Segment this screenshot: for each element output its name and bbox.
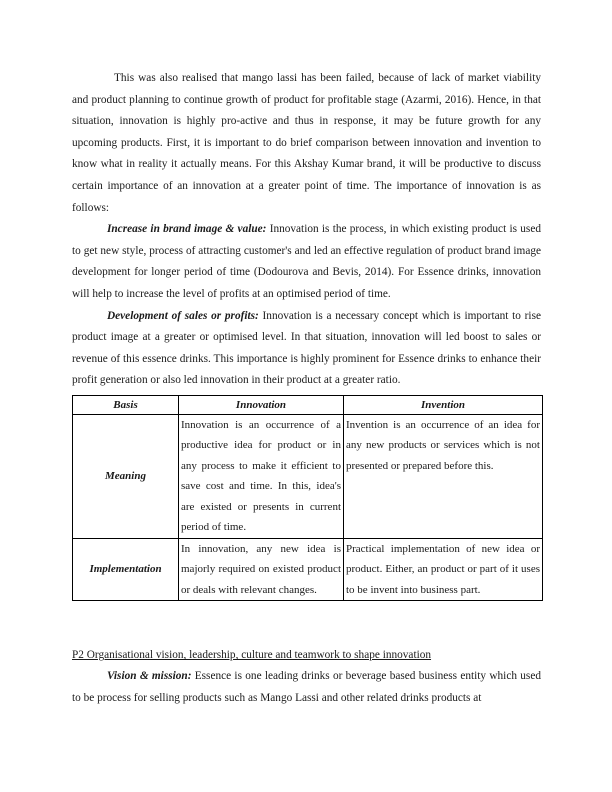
brand-image-body: Innovation is the process, in which existing product is used to get new style, process of attracting customer's and led an effective regulation of product brand image development for longer period of time (Dodourova and Bevis, 2014). For Essence drinks, innovation will help to increase the level of profits at an optimised period of time.	[72, 223, 541, 300]
basis-cell: Meaning	[73, 414, 179, 538]
innovation-cell: Innovation is an occurrence of a productive idea for product or in any process to make it efficient to save cost and time. In this, idea's are existed or presents in current period of time.	[179, 414, 344, 538]
table-row	[73, 414, 543, 538]
sales-profits-paragraph	[72, 306, 541, 392]
header-innovation: Innovation	[179, 395, 344, 414]
sales-profits-body: Innovation is a necessary concept which is important to rise product image at a greater or optimised level. In that situation, innovation will led boost to sales or revenue of this essence drinks. This importance is highly prominent for Essence drinks to enhance their profit generation or also led innovation in their product at a greater ratio.	[72, 309, 541, 387]
header-invention: Invention	[344, 395, 543, 414]
vision-mission-body: Essence is one leading drinks or beverage based business entity which used to be process for selling products such as Mango Lassi and other related drinks products at	[72, 670, 541, 704]
basis-cell: Implementation	[73, 538, 179, 601]
header-basis: Basis	[73, 395, 179, 414]
innovation-cell: In innovation, any new idea is majorly required on existed product or deals with relevant changes.	[179, 538, 344, 601]
sales-profits-lead: Development of sales or profits:	[107, 309, 259, 322]
table-header-row	[73, 395, 543, 414]
invention-cell: Invention is an occurrence of an idea for any new products or services which is not presented or prepared before this.	[344, 414, 543, 538]
comparison-table	[72, 395, 543, 602]
document-page	[72, 68, 541, 710]
table-row	[73, 538, 543, 601]
vision-mission-paragraph	[72, 666, 541, 709]
brand-image-paragraph	[72, 219, 541, 305]
vision-mission-lead: Vision & mission:	[107, 670, 192, 683]
brand-image-lead: Increase in brand image & value:	[107, 223, 267, 236]
invention-cell: Practical implementation of new idea or product. Either, an product or part of it uses to be invent into business part.	[344, 538, 543, 601]
section-heading: P2 Organisational vision, leadership, culture and teamwork to shape innovation	[72, 649, 432, 662]
intro-paragraph: This was also realised that mango lassi has been failed, because of lack of market viability and product planning to continue growth of product for profitable stage (Azarmi, 2016). Hence, in that situation, innovation is highly pro-active and thus in response, it may be future growth for any upcoming products. First, it is important to do brief comparison between innovation and invention to know what in reality it actually means. For this Akshay Kumar brand, it will be productive to discuss certain importance of an innovation at a greater point of time. The importance of innovation is as follows:	[72, 72, 541, 214]
